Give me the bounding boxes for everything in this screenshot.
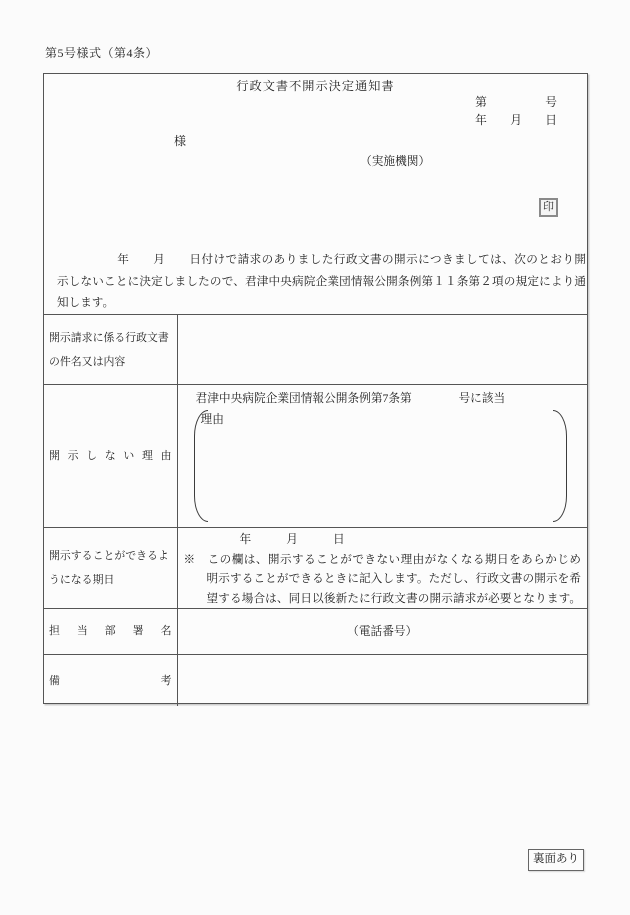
table-row-department: [44, 608, 587, 654]
disclosure-note-line: 望する場合は、同日以後新たに行政文書の開示請求が必要となります。: [206, 591, 581, 605]
seal-stamp-box: 印: [539, 198, 558, 217]
row-content-remarks: [177, 654, 587, 706]
body-paragraph-line: 知します。: [57, 296, 115, 310]
reason-inner-label: 理由: [200, 413, 224, 426]
row-content-subject: [177, 315, 587, 385]
row-content-reason: [177, 385, 587, 528]
row-label-department-text: 担当部署名: [49, 625, 172, 638]
body-paragraph-line: 示しないことに決定しましたので、君津中央病院企業団情報公開条例第１１条第２項の規定により通: [57, 274, 586, 288]
body-paragraph-line: 年 月 日付けで請求のありました行政文書の開示につきましては、次のとおり開: [57, 253, 586, 266]
addressee-sama-label: 様: [174, 134, 187, 148]
law-article-line: 君津中央病院企業団情報公開条例第7条第 号に該当: [195, 392, 506, 405]
form-title: 行政文書不開示決定通知書: [236, 79, 395, 93]
disclosure-note-line: 明示することができるときに記入します。ただし、行政文書の開示を希: [206, 572, 581, 586]
row-label-reason-text: 開示しない理由: [49, 450, 172, 462]
row-label-subject: 開示請求に係る行政文書の件名又は内容: [44, 315, 177, 385]
reason-bracket-area: [194, 410, 568, 522]
row-label-remarks-text: 備考: [49, 674, 172, 687]
form-code-label: 第5号様式（第4条）: [45, 46, 159, 60]
doc-date-line: 年 月 日: [475, 114, 557, 127]
right-parenthesis-shape: [553, 410, 567, 522]
disclosure-note-line: ※ この欄は、開示することができない理由がなくなる期日をあらかじめ: [183, 553, 581, 566]
table-row-subject: [44, 315, 587, 385]
row-content-department: [177, 608, 587, 654]
body-paragraph: [57, 249, 586, 314]
table-row-remarks: [44, 654, 587, 706]
table-row-disclosure-date: [44, 528, 587, 609]
row-label-reason: [44, 385, 177, 528]
row-label-disclosure-date: 開示することができるようになる期日: [44, 528, 177, 609]
back-side-note-box: 裏面あり: [528, 849, 584, 871]
phone-number-label: （電話番号）: [347, 624, 418, 638]
disclosure-date-line: 年 月 日: [239, 533, 345, 546]
doc-number-line: 第 号: [475, 96, 557, 109]
row-content-disclosure-date: [177, 528, 587, 609]
row-label-department: [44, 608, 177, 654]
issuing-agency-label: （実施機関）: [360, 155, 431, 168]
row-label-remarks: [44, 654, 177, 706]
disclosure-note: [178, 548, 588, 608]
table-row-reason: [44, 385, 587, 528]
form-outer-box: [43, 73, 588, 704]
form-table: [44, 314, 587, 706]
